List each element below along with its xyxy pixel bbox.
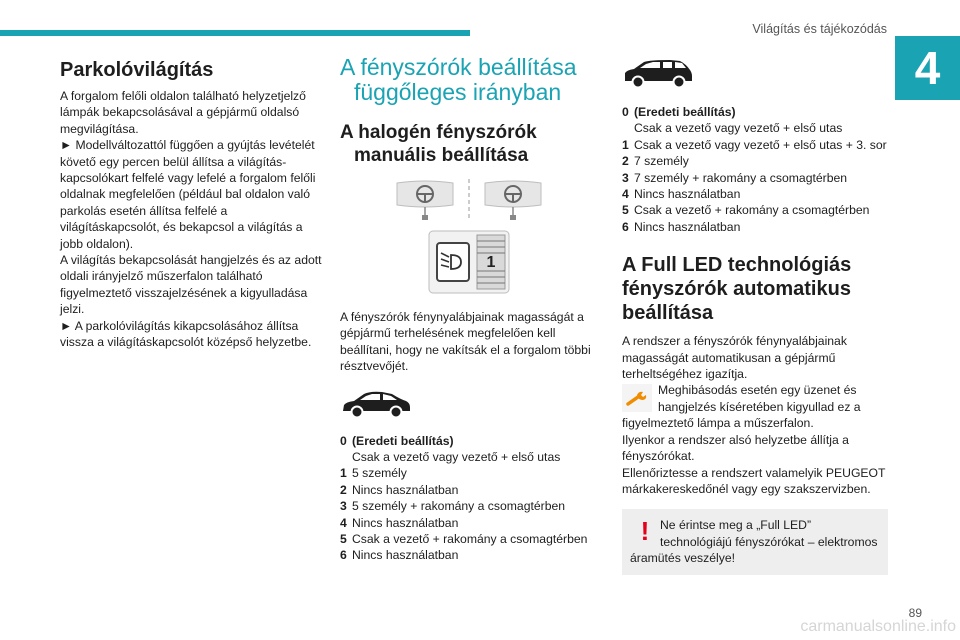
header-accent-bar — [0, 30, 470, 36]
heading-halogen-manual: A halogén fényszórók manuális beállítása — [340, 122, 537, 166]
warning-box — [622, 509, 888, 574]
column-parking-lights — [60, 52, 322, 351]
paragraph: Ilyenkor a rendszer alsó helyzetbe állítja a fényszórókat. — [622, 432, 849, 464]
list-item: 0 (Eredeti beállítás) — [340, 433, 454, 448]
headlamp-adjust-knob-figure — [427, 229, 511, 295]
exclamation-icon: ! — [640, 516, 650, 547]
column-headlamp-adjust — [340, 52, 598, 564]
paragraph: Meghibásodás esetén egy üzenet és hangjelzés kíséretében kigyullad ez a figyelmeztető lámpa a műszerfalon. — [622, 383, 861, 431]
car-7-seat-icon — [622, 58, 694, 90]
wrench-warning-icon — [622, 384, 652, 412]
list-item: Csak a vezető vagy vezető + első utas — [634, 121, 843, 136]
load-settings-list-5-seat — [340, 433, 598, 564]
list-item: 4 Nincs használatban — [340, 515, 459, 530]
list-item: 5 Csak a vezető + rakomány a csomagtérben — [622, 203, 870, 218]
paragraph: A forgalom felőli oldalon található helyzetjelző lámpák bekapcsolásával a gépjármű oldalsó megvilágítása. — [60, 89, 306, 136]
watermark: carmanualsonline.info — [800, 618, 956, 635]
chapter-badge: 4 — [895, 36, 960, 100]
paragraph: A világítás bekapcsolását hangjelzés és az adott oldali irányjelző műszerfalon található figyelmeztető visszajelzésének a kigyulladása jelzi. — [60, 253, 322, 317]
headlamp-beam-mirrors-figure — [389, 177, 549, 223]
paragraph: ► Modellváltozattól függően a gyújtás levételét követő egy percen belül állítsa a világítás-kapcsolókart felfelé vagy lefelé a forgalom felőli oldalnak megfelelően (például bal oldalon való parkolás esetén állítsa felfelé a világításkapcsolót, és bekapcsol a világítás a jobb oldalon). — [60, 138, 316, 251]
paragraph: ► A parkolóvilágítás kikapcsolásához állítsa vissza a világításkapcsolót középső helyzetbe. — [60, 318, 312, 350]
car-5-seat-icon — [340, 389, 412, 419]
paragraph: A rendszer a fényszórók fénynyalábjainak magasságát automatikusan a gépjármű terheltségéhez igazítja. — [622, 334, 847, 382]
page-number: 89 — [908, 606, 922, 620]
paragraph: A fényszórók fénynyalábjainak magasságát a gépjármű terhelésének megfelelően kell beállítani, hogy ne vakítsák el a forgalom többi résztvevőjét. — [340, 310, 591, 374]
heading-vertical-adjustment: A fényszórók beállítása függőleges irányban — [340, 54, 577, 105]
list-item: 5 Csak a vezető + rakomány a csomagtérben — [340, 532, 588, 547]
list-item: 6 Nincs használatban — [340, 548, 459, 563]
list-item: 2 Nincs használatban — [340, 482, 459, 497]
load-settings-list-7-seat — [622, 104, 888, 235]
list-item: 1 5 személy — [340, 466, 407, 481]
warning-text: Ne érintse meg a „Full LED” technológiájú fényszórókat – elektromos áramütés veszélye! — [630, 518, 878, 566]
knob-position-label: 1 — [486, 254, 496, 271]
fault-note — [622, 382, 888, 431]
heading-full-led-auto: A Full LED technológiás fényszórók automatikus beállítása — [622, 254, 852, 325]
section-title: Világítás és tájékozódás — [752, 22, 887, 36]
list-item: Csak a vezető vagy vezető + első utas — [352, 450, 561, 465]
list-item: 6 Nincs használatban — [622, 219, 741, 234]
paragraph: Ellenőriztesse a rendszert valamelyik PEUGEOT márkakereskedőnél vagy egy szakszervizben. — [622, 465, 886, 496]
column-7-seat-and-led — [622, 52, 888, 575]
heading-parking-lights: Parkolóvilágítás — [60, 59, 214, 81]
list-item: 1 Csak a vezető vagy vezető + első utas + 3. sor — [622, 137, 887, 152]
list-item: 3 7 személy + rakomány a csomagtérben — [622, 170, 848, 185]
list-item: 2 7 személy — [622, 154, 689, 169]
list-item: 0 (Eredeti beállítás) — [622, 105, 736, 119]
list-item: 4 Nincs használatban — [622, 187, 741, 202]
list-item: 3 5 személy + rakomány a csomagtérben — [340, 499, 566, 514]
